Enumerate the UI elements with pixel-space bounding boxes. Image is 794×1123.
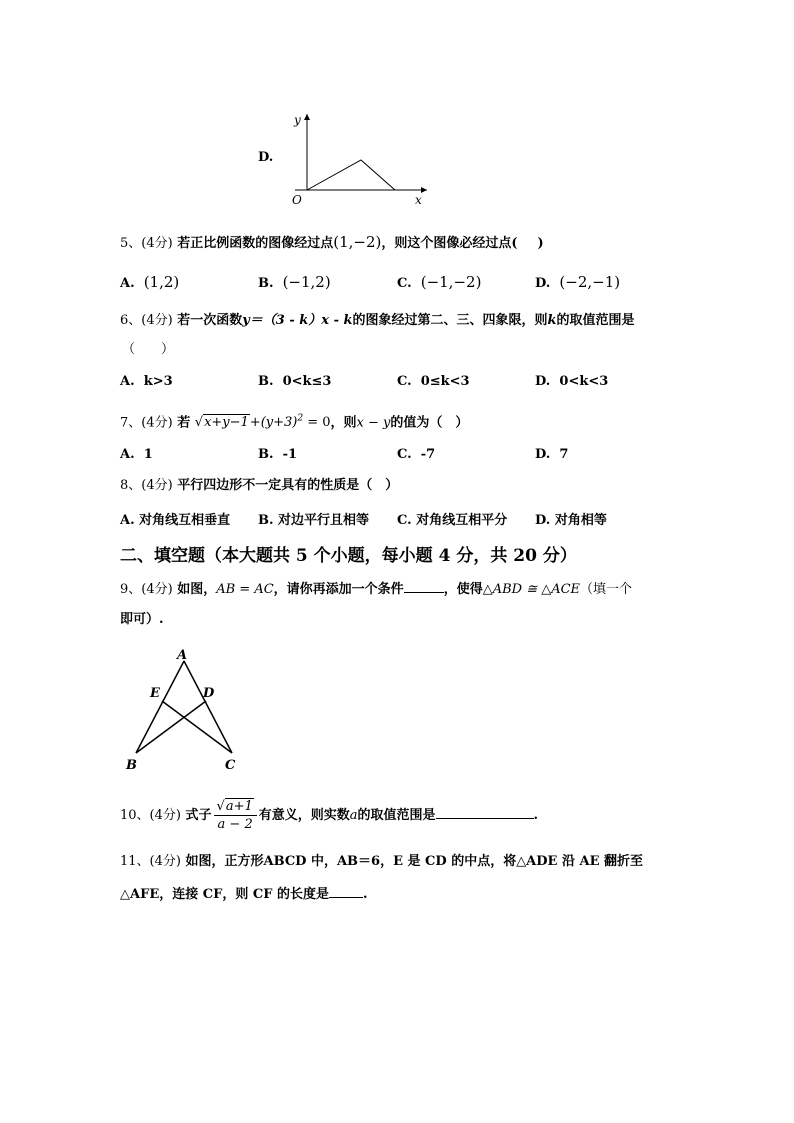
- q11-question: [120, 852, 643, 872]
- q9-line-be: [136, 701, 206, 753]
- q11-number: 11、(4分): [120, 854, 181, 869]
- q11-end: .: [362, 887, 368, 902]
- q7-option-d: D. 7: [535, 447, 569, 462]
- q7-expression: $√x+y-1+(y+3)^2 = 0$: [194, 414, 331, 431]
- q6-text-c: 的取值范围是: [556, 313, 635, 328]
- q9-eq: AB = AC: [216, 582, 274, 597]
- q11-line2: [120, 885, 367, 905]
- q9-triangle-figure: [122, 645, 252, 775]
- q10-var: a: [349, 808, 358, 823]
- q8-option-b: B. 对边平行且相等: [258, 513, 370, 528]
- q7-text-a: 若: [177, 415, 191, 431]
- q5-option-d: D. (−2,−1): [535, 273, 621, 291]
- q9-text-b: ，请你再添加一个条件: [273, 582, 404, 597]
- q8-option-c: C. 对角线互相平分: [397, 513, 508, 528]
- q10-end: .: [533, 808, 539, 823]
- q9-label-e: E: [150, 686, 160, 701]
- q7-option-b: B. -1: [258, 447, 298, 462]
- q6-var: k: [547, 313, 557, 328]
- q6-question: [120, 311, 635, 331]
- q7-question: [120, 409, 468, 433]
- q9-label-a: A: [177, 648, 188, 663]
- q9-line-ce: [162, 701, 232, 753]
- q7-expr-d: x − y: [356, 415, 391, 431]
- q5-text-a: 若正比例函数的图像经过点: [177, 236, 334, 251]
- q7-number: 7、(4分): [120, 415, 173, 431]
- q9-text-d: （填一个: [580, 582, 633, 597]
- q8-option-d: D. 对角相等: [535, 513, 607, 528]
- q4-x-label: x: [415, 193, 422, 207]
- q5-point: (1,−2): [333, 233, 382, 251]
- q4-graph: [285, 108, 445, 218]
- q9-line-ab: [136, 661, 184, 753]
- q4-y-label: y: [294, 113, 301, 127]
- q7-option-a: A. 1: [120, 447, 153, 462]
- q8-text: 平行四边形不一定具有的性质是（ ）: [177, 478, 399, 493]
- q8-number: 8、(4分): [120, 478, 173, 493]
- q6-paren: （ ）: [122, 342, 175, 357]
- q6-option-a: A. k>3: [120, 374, 173, 389]
- q10-fraction: $\frac{√a+1}{a - 2}$: [214, 798, 257, 833]
- q6-formula: y＝（3 - k）x - k: [242, 313, 353, 328]
- q10-text-b: 有意义，则实数: [258, 808, 350, 823]
- q11-answer-blank[interactable]: [329, 885, 363, 898]
- q6-text-a: 若一次函数: [177, 313, 243, 328]
- q9-line-ac: [184, 661, 232, 753]
- q9-text-a: 如图，: [177, 582, 217, 597]
- q8-option-a: A. 对角线互相垂直: [120, 513, 231, 528]
- q9-congruence: △ABD ≅ △ACE: [482, 582, 581, 597]
- q10-text-c: 的取值范围是: [357, 808, 436, 823]
- q6-text-b: 的图象经过第二、三、四象限，则: [352, 313, 548, 328]
- q9-label-c: C: [225, 758, 236, 773]
- section-2-title: 二、填空题（本大题共 5 个小题，每小题 4 分，共 20 分）: [120, 546, 577, 566]
- q9-question: [120, 580, 632, 600]
- q6-option-b: B. 0<k≤3: [258, 374, 332, 389]
- q5-option-a: A. (1,2): [120, 273, 180, 291]
- q5-text-c: ): [537, 236, 544, 251]
- q7-option-c: C. -7: [397, 447, 436, 462]
- q5-option-c: C. (−1,−2): [397, 273, 482, 291]
- q11-line2-text: △AFE，连接 CF，则 CF 的长度是: [120, 887, 329, 902]
- q4-origin-label: O: [292, 193, 302, 207]
- q11-line1: 如图，正方形ABCD 中，AB＝6，E 是 CD 的中点，将△ADE 沿 AE 翻折至: [185, 854, 644, 869]
- q10-number: 10、(4分): [120, 808, 181, 823]
- q9-line2: 即可）.: [120, 612, 164, 627]
- q5-number: 5、(4分): [120, 236, 173, 251]
- q9-label-d: D: [203, 686, 215, 701]
- q4-option-d-label: D.: [258, 150, 274, 165]
- q6-number: 6、(4分): [120, 313, 173, 328]
- q8-question: [120, 476, 398, 496]
- q10-answer-blank[interactable]: [436, 806, 534, 819]
- q9-number: 9、(4分): [120, 582, 173, 597]
- q7-text-c: 的值为（ ）: [390, 415, 469, 431]
- q6-option-d: D. 0<k<3: [535, 374, 609, 389]
- q5-option-b: B. (−1,2): [258, 273, 331, 291]
- q5-text-b: ，则这个图像必经过点(: [381, 236, 518, 251]
- q10-text-a: 式子: [185, 808, 212, 823]
- q5-question: [120, 232, 544, 254]
- q9-answer-blank[interactable]: [404, 580, 444, 593]
- q9-label-b: B: [126, 758, 137, 773]
- q9-text-c: ，使得: [443, 582, 483, 597]
- q6-option-c: C. 0≤k<3: [397, 374, 470, 389]
- q7-text-b: ，则: [330, 415, 357, 431]
- q4-function-line: [307, 160, 395, 190]
- q10-question: [120, 796, 538, 836]
